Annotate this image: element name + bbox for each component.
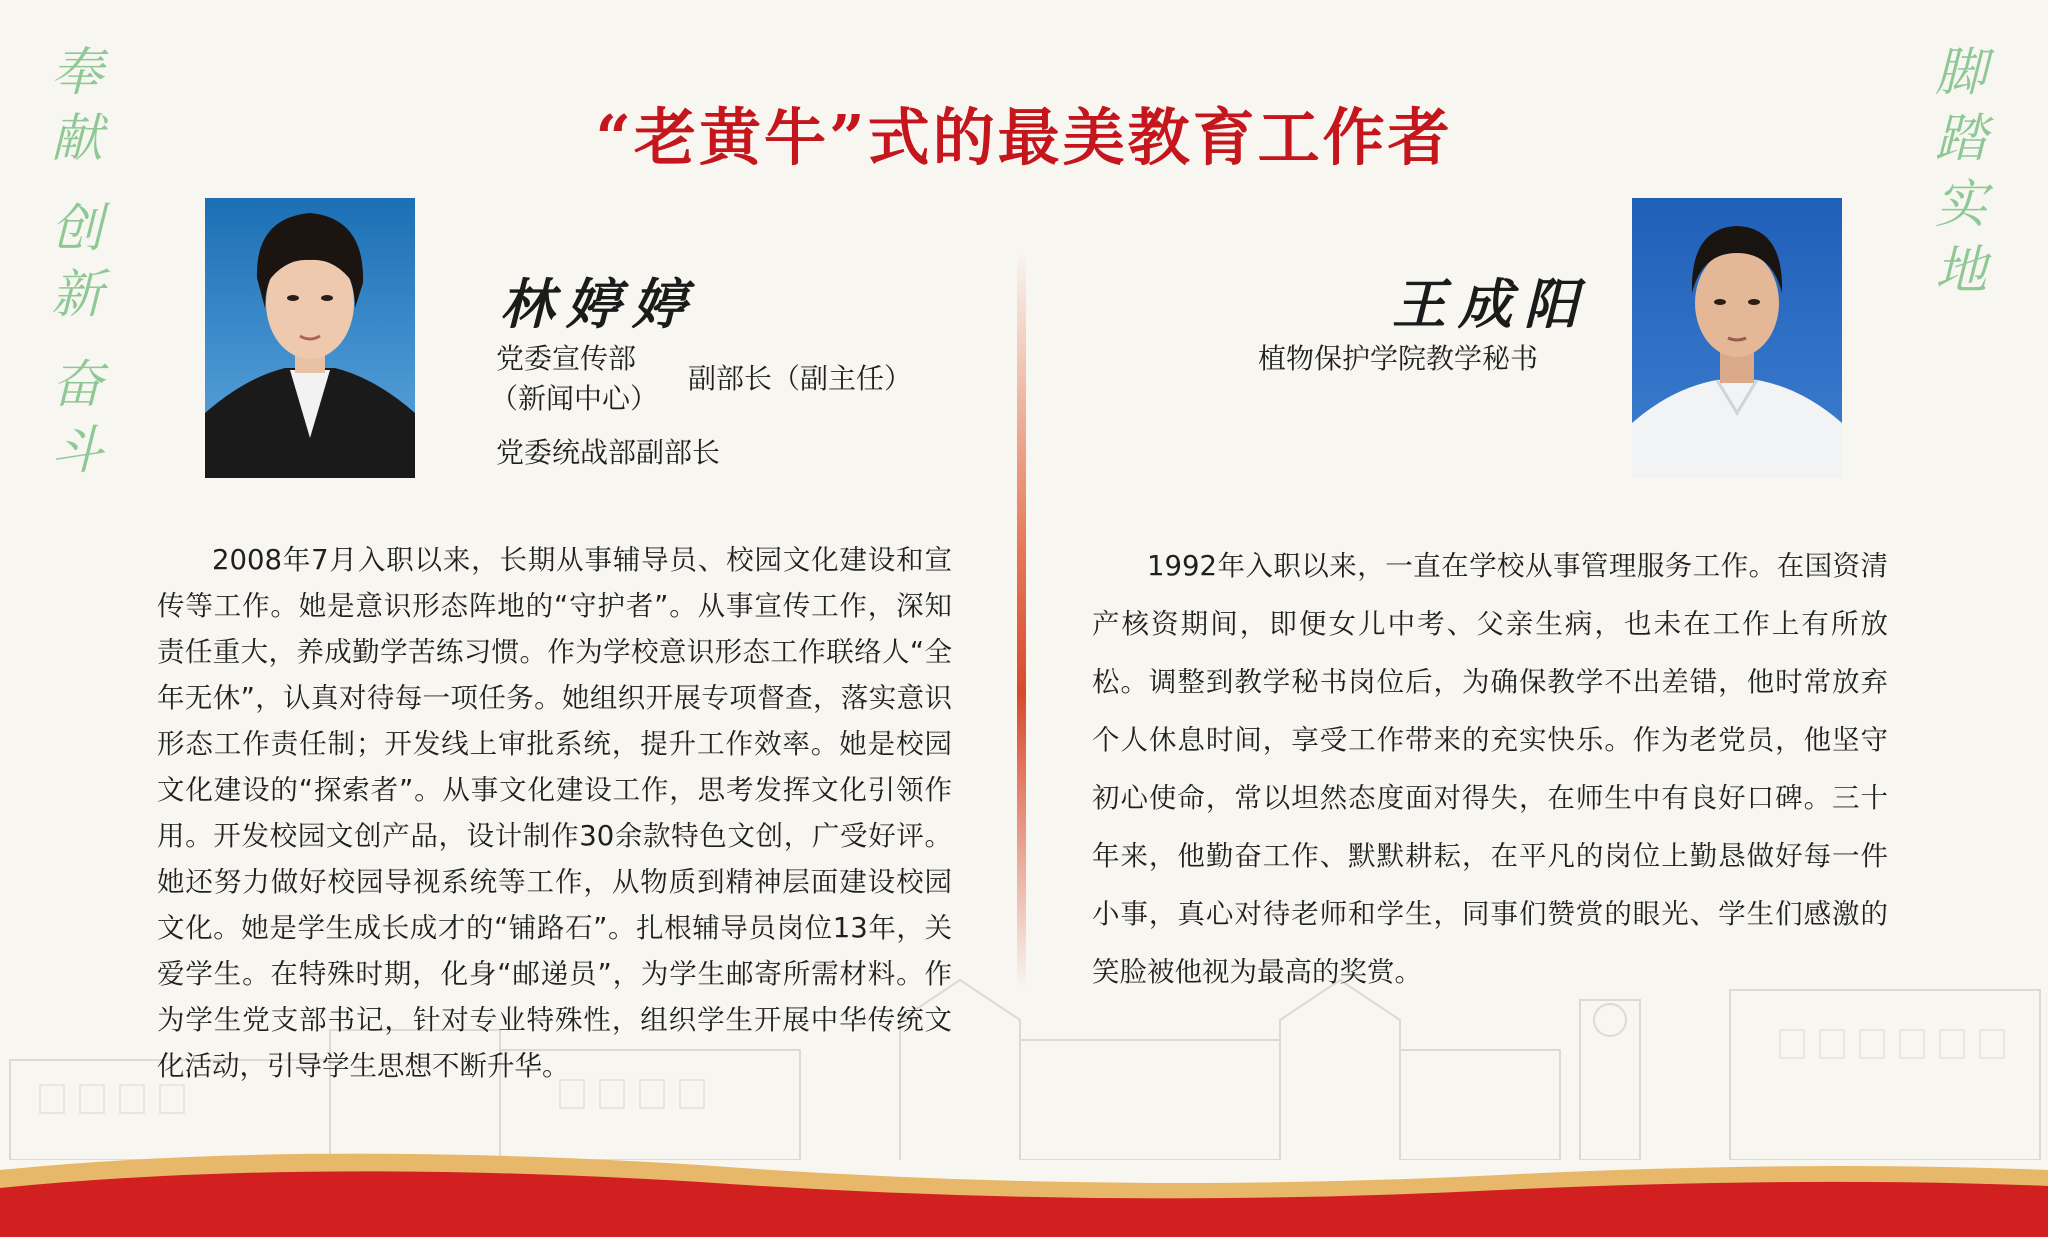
- role-right: 植物保护学院教学秘书: [1258, 342, 1539, 375]
- dept-line2-left: （新闻中心）: [490, 382, 659, 415]
- portrait-photo-left: [205, 198, 415, 478]
- person-name-left: 林婷婷: [500, 272, 698, 336]
- slogan-char: 献: [50, 109, 103, 169]
- bio-right: 1992年入职以来，一直在学校从事管理服务工作。在国资清产核资期间，即便女儿中考、父亲生病，也未在工作上有所放松。调整到教学秘书岗位后，为确保教学不出差错，他时常放弃个人休息时间，享受工作带来的充实快乐。作为老党员，他坚守初心使命，常以坦然态度面对得失，在师生中有良好口碑。三十年来，他勤奋工作、默默耕耘，在平凡的岗位上勤恳做好每一件小事，真心对待老师和学生，同事们赞赏的眼光、学生们感激的笑脸被他视为最高的奖赏。: [1092, 550, 1888, 988]
- role2-left: 党委统战部副部长: [496, 436, 721, 469]
- slogan-char: 地: [1934, 241, 1987, 301]
- slogan-char: 脚: [1934, 43, 1987, 103]
- slogan-char: 斗: [50, 421, 103, 481]
- slogan-char: 新: [50, 265, 103, 325]
- bio-left: 2008年7月入职以来，长期从事辅导员、校园文化建设和宣传等工作。她是意识形态阵地的“守护者”。从事宣传工作，深知责任重大，养成勤学苦练习惯。作为学校意识形态工作联络人“全年无休”，认真对待每一项任务。她组织开展专项督查，落实意识形态工作责任制；开发线上审批系统，提升工作效率。她是校园文化建设的“探索者”。从事文化建设工作，思考发挥文化引领作用。开发校园文创产品，设计制作30余款特色文创，广受好评。她还努力做好校园导视系统等工作，从物质到精神层面建设校园文化。她是学生成长成才的“铺路石”。扎根辅导员岗位13年，关爱学生。在特殊时期，化身“邮递员”，为学生邮寄所需材料。作为学生党支部书记，针对专业特殊性，组织学生开展中华传统文化活动，引导学生思想不断升华。: [157, 544, 952, 1082]
- slogan-char: 创: [50, 199, 103, 259]
- slogan-char: 奉: [50, 43, 103, 103]
- slogan-char: 踏: [1934, 109, 1987, 169]
- slogan-char: 实: [1934, 175, 1987, 235]
- portrait-photo-right: [1632, 198, 1842, 478]
- position-left: 副部长（副主任）: [688, 362, 913, 395]
- center-divider: [1017, 250, 1026, 990]
- page-title: “老黄牛”式的最美教育工作者: [595, 101, 1453, 174]
- slogan-char: 奋: [50, 355, 103, 415]
- bottom-wave-banner: [0, 1140, 2048, 1237]
- dept-line1-left: 党委宣传部: [496, 342, 637, 375]
- person-name-right: 王成阳: [1392, 272, 1590, 336]
